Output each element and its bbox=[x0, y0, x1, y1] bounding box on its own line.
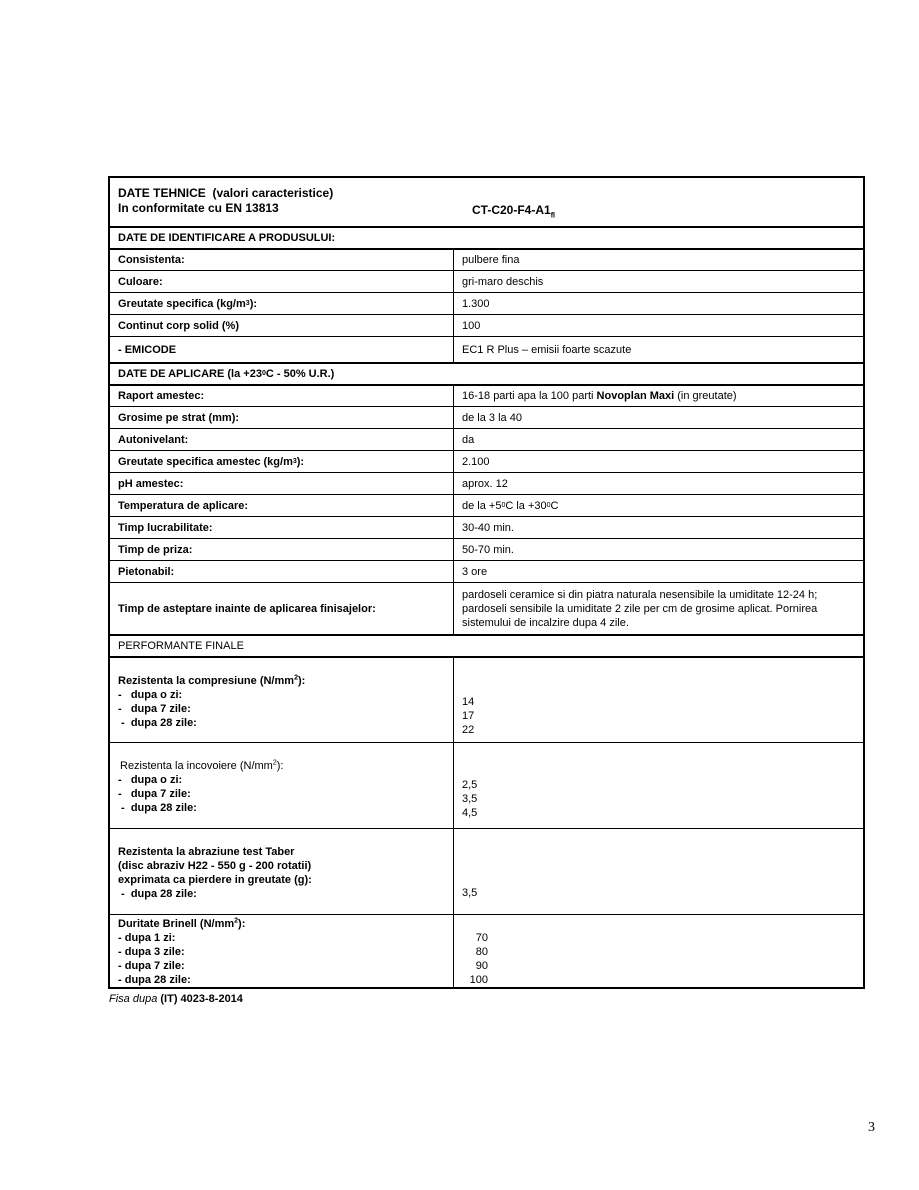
section-application bbox=[110, 362, 863, 384]
table-row bbox=[110, 472, 863, 494]
row-value: de la +5 0 C la +30 0 C bbox=[462, 499, 559, 512]
table-row-flexural bbox=[110, 742, 863, 828]
row-label: Grosime pe strat (mm): bbox=[110, 407, 454, 428]
page-number: 3 bbox=[868, 1120, 875, 1135]
row-value: 1.300 bbox=[462, 297, 490, 310]
table-row bbox=[110, 406, 863, 428]
table-row bbox=[110, 248, 863, 270]
row-label: Pietonabil: bbox=[110, 561, 454, 582]
row-label: Timp de priza: bbox=[110, 539, 454, 560]
table-row bbox=[110, 270, 863, 292]
row-label: - EMICODE bbox=[110, 337, 454, 362]
table-row bbox=[110, 384, 863, 406]
row-value: 14 17 22 bbox=[462, 696, 475, 736]
header-conformity: In conformitate cu EN 13813 bbox=[118, 201, 279, 215]
row-label: Duritate Brinell $(N/mm^2)$: - dupa 1 zi: - dupa 3 zile: - dupa 7 zile: - dupa 28 zile: bbox=[110, 915, 454, 987]
header-title-line bbox=[118, 186, 855, 200]
section-identification bbox=[110, 226, 863, 248]
table-row bbox=[110, 582, 863, 634]
row-label: Rezistenta la abraziune test Taber (disc abraziv H22 - 550 g - 200 rotatii) exprimata ca pierdere in greutate (g): - dupa 28 zile: bbox=[110, 829, 454, 914]
table-header bbox=[110, 178, 863, 226]
table-row bbox=[110, 336, 863, 362]
standard-code: $CT-C20-F4-A1_{fl}$ bbox=[472, 203, 555, 220]
header-title: DATE TEHNICE bbox=[118, 186, 206, 200]
row-value: 3 ore bbox=[462, 565, 488, 578]
table-row bbox=[110, 538, 863, 560]
row-label: Temperatura de aplicare: bbox=[110, 495, 454, 516]
table-row bbox=[110, 428, 863, 450]
row-label: Continut corp solid (%) bbox=[110, 315, 454, 336]
header-title-note: (valori caracteristice) bbox=[212, 186, 334, 200]
row-value: 16-18 parti apa la 100 parti Novoplan Maxi (in greutate) bbox=[462, 390, 737, 402]
row-value: pardoseli ceramice si din piatra naturala nesensibile la umiditate 12-24 h; pardoseli sensibile la umiditate 2 zile per cm de grosime aplicat. Pornirea sistemului de incalzire dupa 4 zile. bbox=[462, 588, 818, 629]
row-value: da bbox=[462, 433, 475, 446]
row-label: Autonivelant: bbox=[110, 429, 454, 450]
table-row bbox=[110, 560, 863, 582]
table-row bbox=[110, 292, 863, 314]
row-label: Culoare: bbox=[110, 271, 454, 292]
row-value: gri-maro deschis bbox=[462, 275, 544, 288]
row-value: aprox. 12 bbox=[462, 477, 508, 490]
row-value: 2,5 3,5 4,5 bbox=[462, 779, 478, 819]
row-label: Raport amestec: bbox=[110, 386, 454, 406]
technical-data-table bbox=[108, 176, 865, 989]
row-value: 30-40 min. bbox=[462, 521, 514, 534]
row-label: Timp lucrabilitate: bbox=[110, 517, 454, 538]
row-label: pH amestec: bbox=[110, 473, 454, 494]
row-value: 2.100 bbox=[462, 455, 490, 468]
section-performance bbox=[110, 634, 863, 656]
row-value: EC1 R Plus – emisii foarte scazute bbox=[462, 343, 632, 356]
row-label: Rezistenta la incovoiere $(N/mm^2)$: - dupa o zi: - dupa 7 zile: - dupa 28 zile: bbox=[110, 743, 454, 828]
row-value: pulbere fina bbox=[462, 254, 520, 266]
table-row bbox=[110, 516, 863, 538]
row-value: 3,5 bbox=[462, 887, 478, 899]
row-label: Rezistenta la compresiune $(N/mm^2)$: - dupa o zi: - dupa 7 zile: - dupa 28 zile: bbox=[110, 658, 454, 742]
row-label: Greutate specifica (kg/m 3 ): bbox=[110, 293, 454, 314]
row-label: Consistenta: bbox=[110, 250, 454, 270]
row-label: Timp de asteptare inainte de aplicarea finisajelor: bbox=[110, 583, 454, 634]
row-value: 100 bbox=[462, 319, 481, 332]
table-row bbox=[110, 450, 863, 472]
row-value: 70 80 90 100 bbox=[469, 932, 488, 986]
row-label: Greutate specifica amestec (kg/m 3 ): bbox=[110, 451, 454, 472]
row-value: 50-70 min. bbox=[462, 543, 514, 556]
section-title: PERFORMANTE FINALE bbox=[118, 640, 244, 652]
section-title: DATE DE IDENTIFICARE A PRODUSULUI: bbox=[118, 232, 336, 244]
footnote-source: Fisa dupa (IT) 4023-8-2014 bbox=[109, 993, 243, 1005]
table-row-abrasion bbox=[110, 828, 863, 914]
table-row-brinell bbox=[110, 914, 863, 987]
table-row bbox=[110, 314, 863, 336]
table-row-compression bbox=[110, 656, 863, 742]
table-row bbox=[110, 494, 863, 516]
section-title: DATE DE APLICARE (la +23 0 C - 50% U.R.) bbox=[118, 368, 335, 380]
row-value: de la 3 la 40 bbox=[462, 411, 522, 424]
